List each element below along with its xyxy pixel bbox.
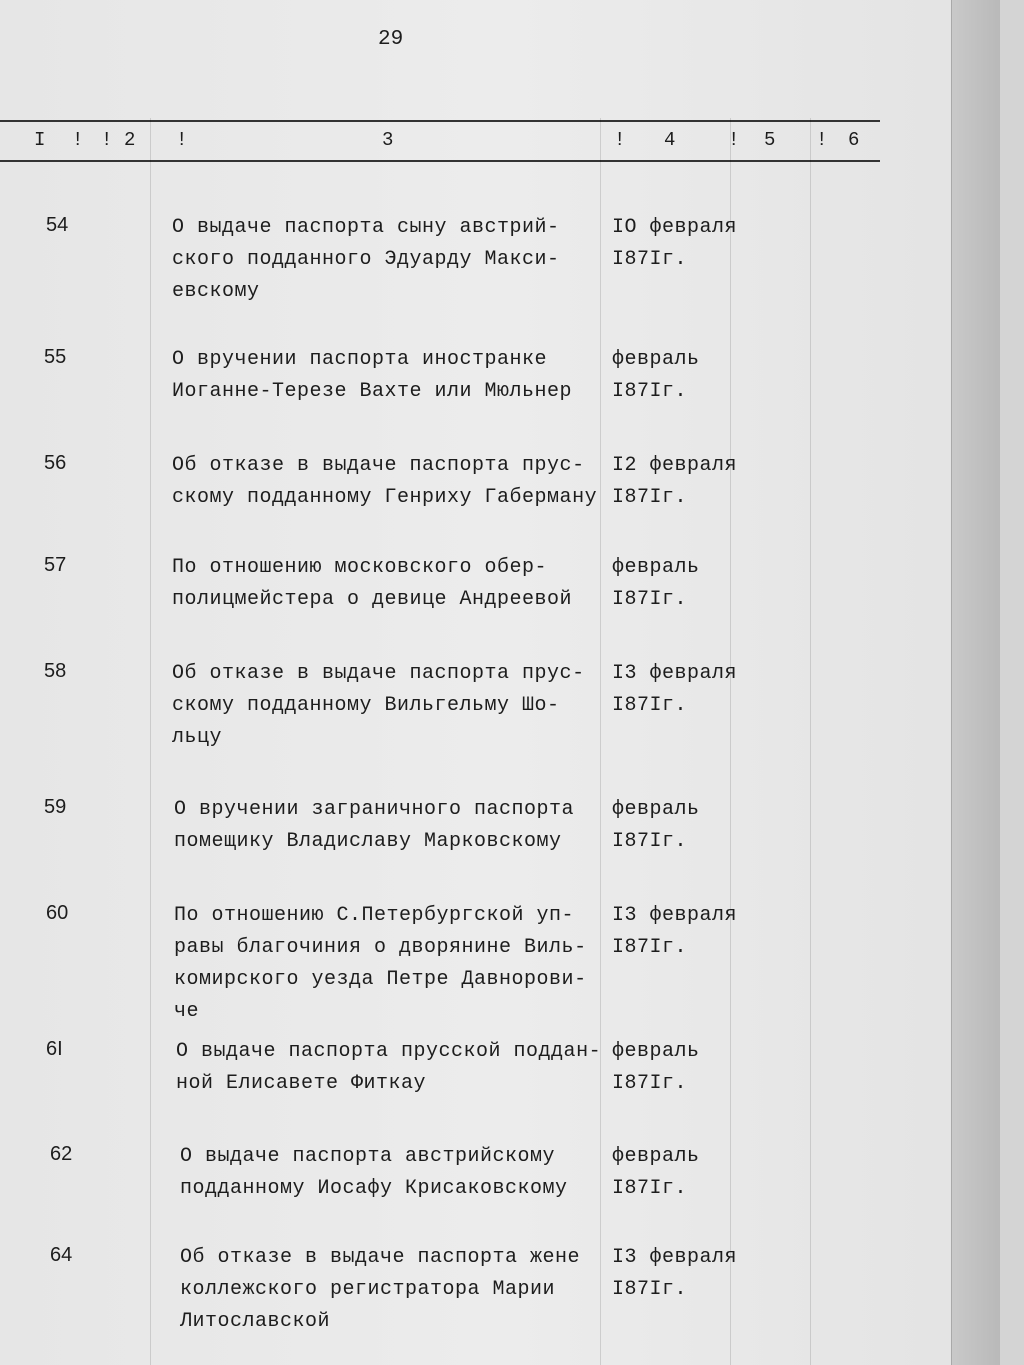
entry-date	[612, 1036, 700, 1100]
header-sep: !	[614, 129, 626, 151]
header-col-1: I	[34, 129, 46, 151]
entry-description-line: Литославской	[180, 1310, 331, 1333]
entry-date	[612, 450, 737, 514]
entry-description	[174, 900, 587, 1028]
entry-description	[176, 1036, 601, 1100]
page-number: 29	[378, 28, 404, 51]
entry-description-line: помещику Владиславу Марковскому	[174, 830, 562, 853]
entry-description-line: Об отказе в выдаче паспорта прус-	[172, 662, 585, 685]
entry-number: 54	[46, 214, 69, 236]
entry-description-line: По отношению московского обер-	[172, 556, 548, 579]
entry-description-line: полицмейстера о девице Андреевой	[172, 588, 573, 611]
entry-date-line: I3 февраля	[612, 662, 738, 685]
entry-date-line: февраль	[612, 348, 700, 371]
column-divider	[150, 118, 151, 1365]
entry-description	[172, 212, 560, 308]
entry-description-line: Об отказе в выдаче паспорта жене	[180, 1246, 581, 1269]
entry-description	[172, 450, 597, 514]
column-divider	[810, 118, 811, 1365]
entry-number: 6I	[46, 1038, 63, 1060]
entry-date	[612, 658, 737, 722]
entry-date-line: I87Iг.	[612, 248, 688, 271]
entry-description-line: ского подданного Эдуарду Макси-	[172, 248, 560, 271]
header-sep: !	[101, 129, 113, 151]
entry-date-line: февраль	[612, 556, 700, 579]
entry-date-line: I87Iг.	[612, 1072, 688, 1095]
column-divider	[730, 118, 731, 1365]
entry-number: 56	[44, 452, 67, 474]
entry-description-line: Об отказе в выдаче паспорта прус-	[172, 454, 585, 477]
entry-description-line: ной Елисавете Фиткау	[176, 1072, 427, 1095]
entry-description-line: евскому	[172, 280, 260, 303]
header-col-3: 3	[382, 129, 394, 151]
entry-date-line: I3 февраля	[612, 1246, 738, 1269]
header-sep: !	[816, 129, 828, 151]
entry-description-line: О выдаче паспорта сыну австрий-	[172, 216, 560, 239]
header-sep: !	[72, 129, 84, 151]
entry-description-line: подданному Иосафу Крисаковскому	[180, 1177, 568, 1200]
header-col-2: 2	[124, 129, 136, 151]
entry-description-line: О вручении заграничного паспорта	[174, 798, 575, 821]
entry-description	[172, 658, 585, 754]
entry-date	[612, 794, 700, 858]
page-edge	[951, 0, 1000, 1365]
entry-description-line: равы благочиния о дворянине Виль-	[174, 936, 587, 959]
entry-date-line: IO февраля	[612, 216, 738, 239]
entry-date-line: I87Iг.	[612, 936, 688, 959]
entry-date-line: I87Iг.	[612, 486, 688, 509]
header-col-5: 5	[764, 129, 776, 151]
header-sep: !	[728, 129, 740, 151]
entry-date-line: I87Iг.	[612, 380, 688, 403]
entry-date-line: февраль	[612, 798, 700, 821]
entry-number: 57	[44, 554, 67, 576]
entry-description-line: комирского уезда Петре Давнорови-	[174, 968, 587, 991]
entry-description-line: льцу	[172, 726, 223, 749]
entry-date-line: I87Iг.	[612, 830, 688, 853]
entry-date-line: I87Iг.	[612, 694, 688, 717]
entry-number: 62	[50, 1143, 73, 1165]
entry-number: 60	[46, 902, 69, 924]
entry-number: 55	[44, 346, 67, 368]
entry-description-line: О выдаче паспорта прусской поддан-	[176, 1040, 602, 1063]
entry-date-line: I3 февраля	[612, 904, 738, 927]
entry-date	[612, 1242, 737, 1306]
entry-description	[180, 1242, 580, 1338]
header-col-4: 4	[664, 129, 676, 151]
entry-description	[180, 1141, 568, 1205]
header-col-6: 6	[848, 129, 860, 151]
entry-description-line: О вручении паспорта иностранке	[172, 348, 548, 371]
header-sep: !	[176, 129, 188, 151]
entry-description-line: Иоганне-Терезе Вахте или Мюльнер	[172, 380, 573, 403]
column-divider	[600, 118, 601, 1365]
entry-description-line: коллежского регистратора Марии	[180, 1278, 556, 1301]
entry-description	[172, 344, 572, 408]
entry-date	[612, 900, 737, 964]
entry-description	[172, 552, 572, 616]
entry-description-line: По отношению С.Петербургской уп-	[174, 904, 575, 927]
header-bottom-rule	[0, 160, 880, 162]
entry-date	[612, 344, 700, 408]
entry-date	[612, 212, 737, 276]
entry-date-line: I2 февраля	[612, 454, 738, 477]
entry-date-line: февраль	[612, 1145, 700, 1168]
entry-number: 64	[50, 1244, 73, 1266]
entry-date-line: февраль	[612, 1040, 700, 1063]
entry-description	[174, 794, 574, 858]
entry-date-line: I87Iг.	[612, 588, 688, 611]
entry-description-line: скому подданному Вильгельму Шо-	[172, 694, 560, 717]
entry-date	[612, 1141, 700, 1205]
entry-number: 58	[44, 660, 67, 682]
entry-number: 59	[44, 796, 67, 818]
entry-description-line: че	[174, 1000, 200, 1023]
entry-description-line: О выдаче паспорта австрийскому	[180, 1145, 556, 1168]
entry-description-line: скому подданному Генриху Габерману	[172, 486, 598, 509]
entry-date	[612, 552, 700, 616]
entry-date-line: I87Iг.	[612, 1278, 688, 1301]
header-top-rule	[0, 120, 880, 122]
entry-date-line: I87Iг.	[612, 1177, 688, 1200]
